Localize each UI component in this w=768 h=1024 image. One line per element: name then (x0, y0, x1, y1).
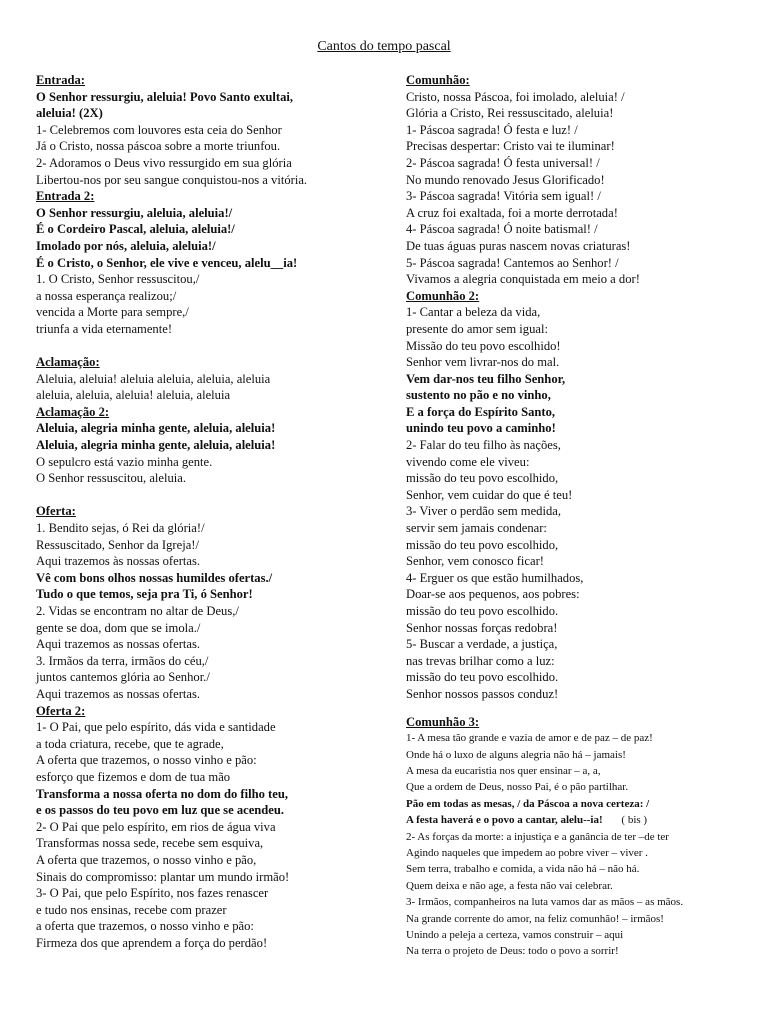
section-heading-aclamacao: Aclamação: (36, 355, 100, 370)
verse-line: 1- A mesa tão grande e vazia de amor e de paz – de paz! (406, 732, 653, 745)
verse-line: a nossa esperança realizou;/ (36, 288, 177, 303)
section-heading-aclamacao-2: Aclamação 2: (36, 404, 110, 419)
verse-line: Agindo naqueles que impedem ao pobre viver – viver . (406, 847, 648, 859)
refrain-line: Aleluia, alegria minha gente, aleluia, aleluia! (36, 438, 276, 453)
section-heading-comunhao-2: Comunhão 2: (406, 288, 480, 303)
verse-line: 1- Celebremos com louvores esta ceia do Senhor (36, 122, 282, 137)
refrain-line: Pão em todas as mesas, / da Páscoa a nova certeza: / (406, 797, 650, 810)
verse-line: A oferta que trazemos, o nosso vinho e pão, (36, 852, 257, 867)
refrain-line: Vem dar-nos teu filho Senhor, (406, 371, 566, 386)
verse-line: aleluia, aleluia, aleluia! aleluia, aleluia (36, 388, 231, 403)
section-heading-comunhao: Comunhão: (406, 73, 470, 87)
refrain-line: O Senhor ressurgiu, aleluia, aleluia!/ (36, 205, 233, 220)
verse-line: Precisas despertar: Cristo vai te iluminar! (406, 139, 615, 154)
verse-line: Quem deixa e não age, a festa não vai celebrar. (406, 879, 613, 892)
verse-line: a toda criatura, recebe, que te agrade, (36, 736, 224, 751)
verse-line: Senhor, vem cuidar do que é teu! (406, 487, 573, 502)
verse-line: 1- Cantar a beleza da vida, (406, 305, 541, 320)
verse-line: 3. Irmãos da terra, irmãos do céu,/ (36, 653, 209, 668)
verse-line: 2- As forças da morte: a injustiça e a ganância de ter –de ter (406, 830, 669, 843)
verse-line: Libertou-nos por seu sangue conquistou-nos a vitória. (36, 172, 308, 187)
section-heading-entrada: Entrada: (36, 73, 85, 87)
verse-line: Aqui trazemos as nossas ofertas. (36, 686, 201, 701)
verse-line: Na grande corrente do amor, na feliz comunhão! – irmãos! (406, 912, 664, 925)
verse-line: 2. Vidas se encontram no altar de Deus,/ (36, 604, 239, 618)
verse-line: missão do teu povo escolhido. (406, 670, 559, 685)
verse-line: A cruz foi exaltada, foi a morte derrotada! (406, 205, 618, 220)
verse-line: Já o Cristo, nossa páscoa sobre a morte triunfou. (36, 139, 281, 154)
left-column (36, 72, 376, 951)
verse-line: Cristo, nossa Páscoa, foi imolado, aleluia! / (406, 89, 625, 104)
refrain-line: A festa haverá e o povo a cantar, alelu--ia! (406, 814, 603, 827)
refrain-line-with-bis (406, 812, 726, 828)
refrain-line: unindo teu povo a caminho! (406, 421, 556, 436)
refrain-line: É o Cordeiro Pascal, aleluia, aleluia!/ (36, 222, 235, 237)
verse-line: 1. Bendito sejas, ó Rei da glória!/ (36, 521, 205, 536)
verse-line: vivendo come ele viveu: (406, 454, 530, 469)
section-heading-entrada-2: Entrada 2: (36, 189, 95, 204)
refrain-line: aleluia! (2X) (36, 106, 103, 121)
spacer (406, 703, 726, 714)
verse-line: 3- Irmãos, companheiros na luta vamos dar as mãos – as mãos. (406, 896, 684, 909)
verse-line: Senhor nossas forças redobra! (406, 620, 558, 635)
verse-line: Senhor vem livrar-nos do mal. (406, 355, 560, 370)
verse-line: 2- Adoramos o Deus vivo ressurgido em sua glória (36, 155, 292, 170)
verse-line: No mundo renovado Jesus Glorificado! (406, 172, 605, 187)
refrain-line: O Senhor ressurgiu, aleluia! Povo Santo exultai, (36, 89, 294, 104)
verse-line: 2- O Pai que pelo espírito, em rios de água viva (36, 819, 276, 834)
section-heading-oferta: Oferta: (36, 504, 76, 519)
verse-line: Senhor nossos passos conduz! (406, 686, 559, 701)
refrain-line: Tudo o que temos, seja pra Ti, ó Senhor! (36, 587, 253, 602)
refrain-line: Vê com bons olhos nossas humildes ofertas./ (36, 570, 273, 585)
verse-line: Na terra o projeto de Deus: todo o povo a sorrir! (406, 945, 619, 958)
verse-line: a oferta que trazemos, o nosso vinho e pão: (36, 919, 254, 934)
verse-line: A oferta que trazemos, o nosso vinho e pão: (36, 753, 257, 768)
verse-line: 5- Buscar a verdade, a justiça, (406, 637, 558, 652)
verse-line: 2- Páscoa sagrada! Ó festa universal! / (406, 155, 600, 170)
verse-line: 1- O Pai, que pelo espírito, dás vida e santidade (36, 720, 276, 735)
verse-line: Onde há o luxo de alguns alegria não há – jamais! (406, 748, 626, 761)
verse-line: Que a ordem de Deus, nosso Pai, é o pão partilhar. (406, 781, 629, 794)
verse-line: De tuas águas puras nascem novas criaturas! (406, 238, 631, 253)
page-title: Cantos do tempo pascal (317, 39, 451, 54)
spacer (36, 338, 376, 355)
verse-line: presente do amor sem igual: (406, 321, 548, 336)
verse-line: vencida a Morte para sempre,/ (36, 305, 189, 320)
verse-line: missão do teu povo escolhido, (406, 471, 559, 486)
verse-line: 1- Páscoa sagrada! Ó festa e luz! / (406, 122, 578, 137)
refrain-line: sustento no pão e no vinho, (406, 388, 551, 403)
refrain-line: e os passos do teu povo em luz que se acendeu. (36, 803, 285, 818)
verse-line: esforço que fizemos e dom de tua mão (36, 769, 231, 784)
verse-line: Sinais do compromisso: plantar um mundo irmão! (36, 869, 290, 884)
refrain-line: Aleluia, alegria minha gente, aleluia, aleluia! (36, 421, 276, 436)
verse-line: Glória a Cristo, Rei ressuscitado, aleluia! (406, 106, 614, 121)
verse-line: Aqui trazemos às nossas ofertas. (36, 554, 201, 569)
verse-line: 5- Páscoa sagrada! Cantemos ao Senhor! / (406, 255, 619, 270)
refrain-line: Imolado por nós, aleluia, aleluia!/ (36, 238, 216, 253)
section-heading-oferta-2: Oferta 2: (36, 703, 86, 718)
verse-line: Transformas nossa sede, recebe sem esquiva, (36, 836, 264, 851)
verse-line: missão do teu povo escolhido. (406, 604, 559, 618)
verse-line: gente se doa, dom que se imola./ (36, 620, 201, 635)
verse-line: 3- O Pai, que pelo Espírito, nos fazes renascer (36, 886, 269, 901)
verse-line: Ressuscitado, Senhor da Igreja!/ (36, 537, 199, 552)
verse-line: O sepulcro está vazio minha gente. (36, 454, 213, 469)
verse-line: triunfa a vida eternamente! (36, 321, 173, 336)
verse-line: missão do teu povo escolhido, (406, 537, 559, 552)
refrain-line: Transforma a nossa oferta no dom do filho teu, (36, 786, 288, 801)
verse-line: Aqui trazemos as nossas ofertas. (36, 637, 201, 652)
verse-line: A mesa da eucaristia nos quer ensinar – a, a, (406, 764, 601, 777)
refrain-line: E a força do Espírito Santo, (406, 404, 556, 419)
refrain-line: É o Cristo, o Senhor, ele vive e venceu, alelu__ia! (36, 255, 298, 270)
verse-line: Unindo a peleja a certeza, vamos construir – aqui (406, 929, 624, 942)
right-column (406, 72, 726, 960)
verse-line: Sem terra, trabalho e comida, a vida não há – não há. (406, 863, 640, 876)
verse-line: 2- Falar do teu filho às nações, (406, 438, 561, 453)
verse-line: Firmeza dos que aprendem a força do perdão! (36, 935, 268, 950)
section-heading-comunhao-3: Comunhão 3: (406, 714, 480, 729)
verse-line: Missão do teu povo escolhido! (406, 338, 561, 353)
verse-line: 1. O Cristo, Senhor ressuscitou,/ (36, 272, 200, 287)
bis-marker: ( bis ) (621, 814, 648, 827)
verse-line: Vivamos a alegria conquistada em meio a dor! (406, 272, 640, 287)
verse-line: 3- Páscoa sagrada! Vitória sem igual! / (406, 189, 601, 204)
verse-line: nas trevas brilhar como a luz: (406, 653, 555, 668)
verse-line: Aleluia, aleluia! aleluia aleluia, aleluia, aleluia (36, 371, 271, 386)
spacer (36, 487, 376, 504)
verse-line: 3- Viver o perdão sem medida, (406, 504, 561, 519)
verse-line: Senhor, vem conosco ficar! (406, 554, 544, 569)
verse-line: 4- Páscoa sagrada! Ó noite batismal! / (406, 222, 598, 237)
verse-line: O Senhor ressuscitou, aleluia. (36, 471, 187, 486)
verse-line: 4- Erguer os que estão humilhados, (406, 570, 584, 585)
verse-line: juntos cantemos glória ao Senhor./ (36, 670, 210, 685)
verse-line: Doar-se aos pequenos, aos pobres: (406, 587, 580, 602)
verse-line: e tudo nos ensinas, recebe com prazer (36, 902, 227, 917)
verse-line: servir sem jamais condenar: (406, 521, 547, 536)
